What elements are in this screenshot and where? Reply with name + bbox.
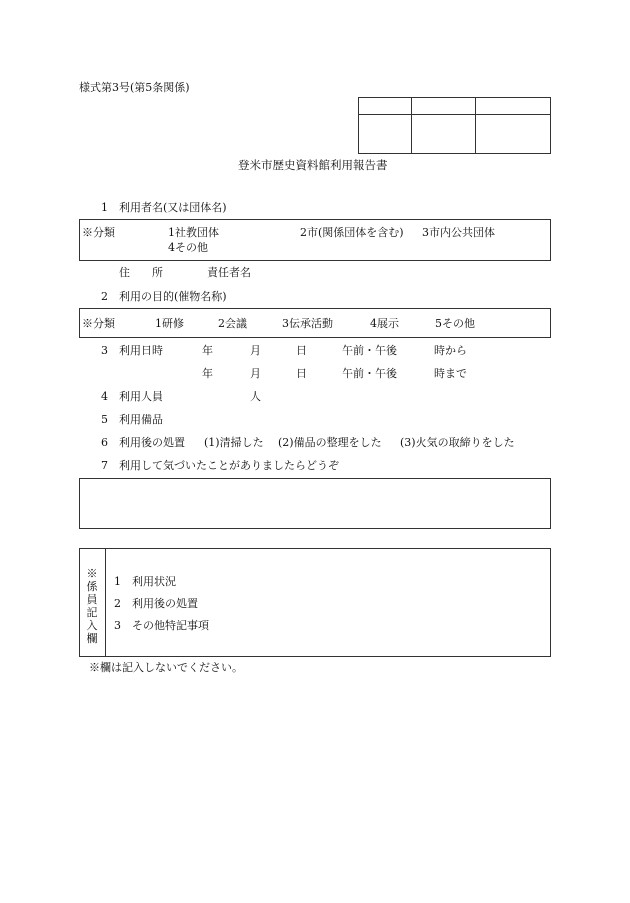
stamp-cell (476, 115, 551, 154)
address-label: 住 所 (119, 266, 163, 279)
section-num: 7 (101, 459, 108, 472)
staff-divider (105, 549, 106, 656)
time-from-label: 時から (434, 344, 467, 357)
category-option: 1研修 (155, 317, 184, 330)
stamp-cell (359, 98, 412, 115)
month-label: 月 (250, 344, 261, 357)
comments-box[interactable] (79, 478, 551, 529)
ampm-label: 午前・午後 (342, 367, 397, 380)
approval-stamp-table (358, 97, 551, 154)
stamp-cell (412, 115, 476, 154)
staff-item-label: その他特記事項 (132, 619, 209, 632)
date-label: 利用日時 (119, 344, 163, 357)
purpose-category-box[interactable] (79, 308, 551, 338)
form-number: 様式第3号(第5条関係) (79, 81, 190, 94)
comments-label: 利用して気づいたことがありましたらどうぞ (119, 459, 339, 472)
staff-vertical-label: ※係員記入欄 (86, 567, 98, 645)
staff-item-num: 2 (114, 597, 121, 610)
category-label: ※分類 (82, 317, 115, 330)
day-label: 日 (296, 367, 307, 380)
category-option: 4展示 (370, 317, 399, 330)
category-option: 4その他 (168, 241, 208, 254)
category-option: 2市(関係団体を含む) (300, 226, 404, 239)
staff-box (79, 548, 551, 657)
category-option: 3市内公共団体 (422, 226, 495, 239)
user-category-box[interactable] (79, 219, 551, 261)
stamp-cell (359, 115, 412, 154)
section-num: 5 (101, 413, 108, 426)
stamp-cell (412, 98, 476, 115)
staff-item-label: 利用状況 (132, 575, 176, 588)
people-label: 利用人員 (119, 390, 163, 403)
staff-item-label: 利用後の処置 (132, 597, 198, 610)
category-option: 5その他 (435, 317, 475, 330)
month-label: 月 (250, 367, 261, 380)
people-unit: 人 (250, 390, 261, 403)
category-label: ※分類 (82, 226, 115, 239)
disposal-option: (1)清掃した (204, 436, 264, 449)
staff-item-num: 1 (114, 575, 121, 588)
section-num: 3 (101, 344, 108, 357)
section-num: 6 (101, 436, 108, 449)
category-option: 1社教団体 (168, 226, 219, 239)
disposal-label: 利用後の処置 (119, 436, 185, 449)
disposal-option: (3)火気の取締りをした (400, 436, 515, 449)
section-num: 4 (101, 390, 108, 403)
stamp-cell (476, 98, 551, 115)
year-label: 年 (202, 367, 213, 380)
year-label: 年 (202, 344, 213, 357)
ampm-label: 午前・午後 (342, 344, 397, 357)
responsible-label: 責任者名 (207, 266, 251, 279)
day-label: 日 (296, 344, 307, 357)
page-title: 登米市歴史資料館利用報告書 (238, 158, 388, 172)
user-name-label: 利用者名(又は団体名) (119, 201, 227, 214)
disposal-option: (2)備品の整理をした (278, 436, 382, 449)
equipment-label: 利用備品 (119, 413, 163, 426)
category-option: 3伝承活動 (282, 317, 333, 330)
section-num: 1 (101, 201, 108, 214)
time-to-label: 時まで (434, 367, 467, 380)
footer-note: ※欄は記入しないでください。 (89, 661, 243, 674)
purpose-label: 利用の目的(催物名称) (119, 290, 227, 303)
section-num: 2 (101, 290, 108, 303)
staff-item-num: 3 (114, 619, 121, 632)
category-option: 2会議 (218, 317, 247, 330)
